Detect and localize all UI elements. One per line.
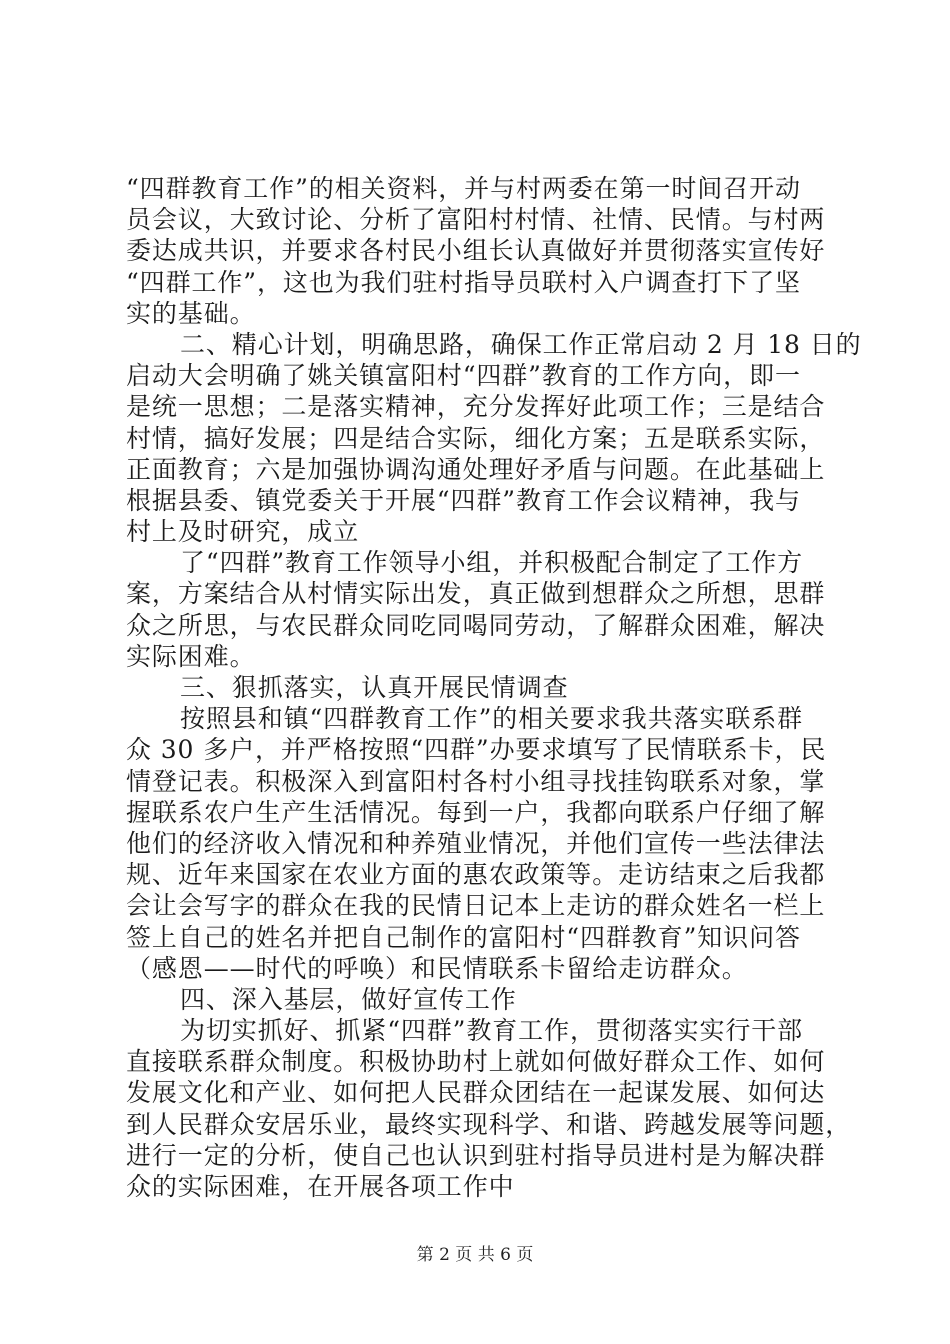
text-line: 进行一定的分析，使自己也认识到驻村指导员进村是为解决群 — [126, 1140, 826, 1170]
text-line: 他们的经济收入情况和种养殖业情况，并他们宣传一些法律法 — [126, 828, 826, 858]
paragraph-start-line: 为切实抓好、抓紧“四群”教育工作，贯彻落实实行干部 — [180, 1016, 804, 1046]
section-heading-line: 二、精心计划，明确思路，确保工作正常启动 2 月 18 日的 — [180, 329, 862, 359]
text-line: 握联系农户生产生活情况。每到一户，我都向联系户仔细了解 — [126, 797, 826, 827]
page-footer — [0, 1244, 950, 1266]
text-line: 发展文化和产业、如何把人民群众团结在一起谋发展、如何达 — [126, 1078, 826, 1108]
text-line: 签上自己的姓名并把自己制作的富阳村“四群教育”知识问答 — [126, 922, 801, 952]
page-number-label: 第 2 页 共 6 页 — [416, 1245, 534, 1265]
text-line: 是统一思想；二是落实精神，充分发挥好此项工作；三是结合 — [126, 392, 826, 422]
text-line: 案，方案结合从村情实际出发，真正做到想群众之所想，思群 — [126, 579, 826, 609]
text-line: 委达成共识，并要求各村民小组长认真做好并贯彻落实宣传好 — [126, 236, 826, 266]
paragraph-start-line: 了“四群”教育工作领导小组，并积极配合制定了工作方 — [180, 548, 804, 578]
text-line: 员会议，大致讨论、分析了富阳村村情、社情、民情。与村两 — [126, 205, 826, 235]
document-body — [126, 173, 862, 1202]
text-line: 到人民群众安居乐业，最终实现科学、和谐、跨越发展等问题， — [126, 1109, 852, 1139]
text-line: （感恩——时代的呼唤）和民情联系卡留给走访群众。 — [126, 953, 748, 983]
text-line: 村情，搞好发展；四是结合实际，细化方案；五是联系实际， — [126, 423, 826, 453]
text-line: 众的实际困难，在开展各项工作中 — [126, 1172, 515, 1201]
section-heading-line: 三、狠抓落实，认真开展民情调查 — [180, 673, 569, 702]
section-heading-line: 四、深入基层，做好宣传工作 — [180, 984, 517, 1014]
text-line: “四群工作”，这也为我们驻村指导员联村入户调查打下了坚 — [126, 267, 801, 297]
text-line: 众 30 多户，并严格按照“四群”办要求填写了民情联系卡，民 — [126, 735, 827, 765]
text-line: 根据县委、镇党委关于开展“四群”教育工作会议精神，我与 — [126, 485, 801, 515]
text-line: “四群教育工作”的相关资料，并与村两委在第一时间召开动 — [126, 174, 801, 203]
text-line: 村上及时研究，成立 — [126, 517, 360, 547]
text-line: 情登记表。积极深入到富阳村各村小组寻找挂钩联系对象，掌 — [126, 766, 826, 796]
text-line: 实的基础。 — [126, 298, 256, 328]
text-line: 规、近年来国家在农业方面的惠农政策等。走访结束之后我都 — [126, 860, 826, 890]
text-line: 会让会写字的群众在我的民情日记本上走访的群众姓名一栏上 — [126, 891, 826, 921]
text-line: 正面教育；六是加强协调沟通处理好矛盾与问题。在此基础上 — [126, 454, 826, 484]
text-line: 实际困难。 — [126, 641, 256, 671]
paragraph-start-line: 按照县和镇“四群教育工作”的相关要求我共落实联系群 — [180, 704, 804, 734]
text-line: 众之所思，与农民群众同吃同喝同劳动，了解群众困难，解决 — [126, 610, 826, 640]
text-line: 启动大会明确了姚关镇富阳村“四群”教育的工作方向，即一 — [126, 361, 801, 391]
text-line: 直接联系群众制度。积极协助村上就如何做好群众工作、如何 — [126, 1047, 826, 1077]
